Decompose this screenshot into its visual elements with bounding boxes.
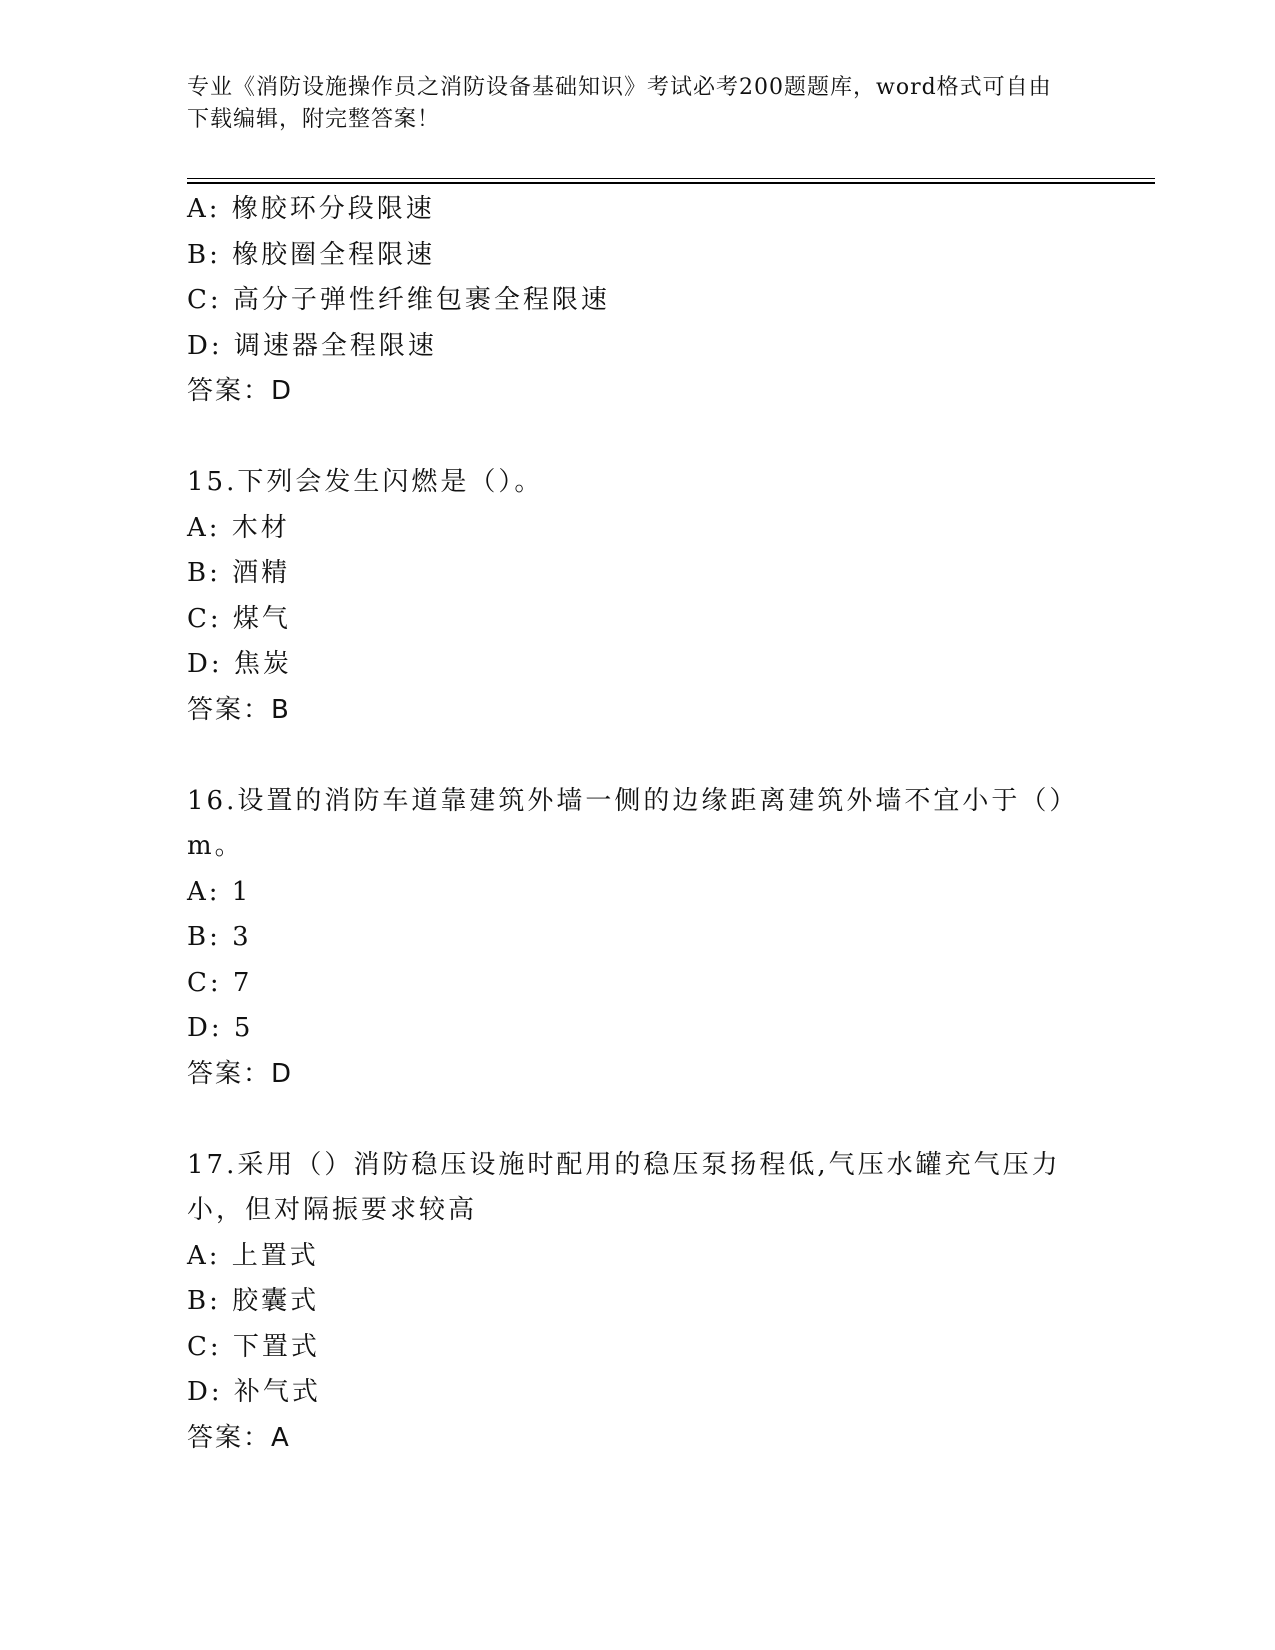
question-block-16 <box>187 779 1087 1098</box>
question-block-14 <box>187 187 1087 415</box>
option-c: C: 7 <box>187 967 253 998</box>
spacer <box>187 415 1087 461</box>
option-a: A: 木材 <box>187 512 290 543</box>
option-c: C: 煤气 <box>187 603 291 634</box>
question-title: 16.设置的消防车道靠建筑外墙一侧的边缘距离建筑外墙不宜小于（）m。 <box>187 785 1066 861</box>
header-rule-thin <box>187 178 1155 179</box>
question-block-15 <box>187 460 1087 733</box>
question-list <box>187 187 1087 1461</box>
question-title: 15.下列会发生闪燃是（）。 <box>187 467 544 497</box>
option-a: A: 上置式 <box>187 1240 319 1271</box>
header-rule-thick <box>187 182 1155 184</box>
spacer <box>187 1097 1087 1143</box>
document-header <box>187 72 1067 136</box>
option-d: D: 补气式 <box>187 1377 321 1407</box>
option-a: A: 橡胶环分段限速 <box>187 194 435 224</box>
answer-line: 答案：D <box>187 1058 294 1089</box>
spacer <box>187 733 1087 779</box>
header-text: 专业《消防设施操作员之消防设备基础知识》考试必考200题题库，word格式可自由下载编辑，附完整答案！ <box>187 75 1052 132</box>
option-d: D: 5 <box>187 1013 254 1043</box>
option-b: B: 胶囊式 <box>187 1286 320 1316</box>
option-d: D: 焦炭 <box>187 649 292 679</box>
answer-line: 答案：A <box>187 1422 291 1453</box>
option-c: C: 下置式 <box>187 1331 320 1362</box>
option-b: B: 3 <box>187 922 252 952</box>
answer-line: 答案：D <box>187 376 294 406</box>
answer-line: 答案：B <box>187 694 291 725</box>
option-b: B: 酒精 <box>187 558 291 588</box>
option-c: C: 高分子弹性纤维包裹全程限速 <box>187 285 610 315</box>
question-block-17 <box>187 1143 1087 1462</box>
option-b: B: 橡胶圈全程限速 <box>187 239 436 270</box>
option-a: A: 1 <box>187 876 252 907</box>
option-d: D: 调速器全程限速 <box>187 330 437 361</box>
question-title: 17.采用（）消防稳压设施时配用的稳压泵扬程低,气压水罐充气压力小，但对隔振要求较高 <box>187 1149 1061 1225</box>
